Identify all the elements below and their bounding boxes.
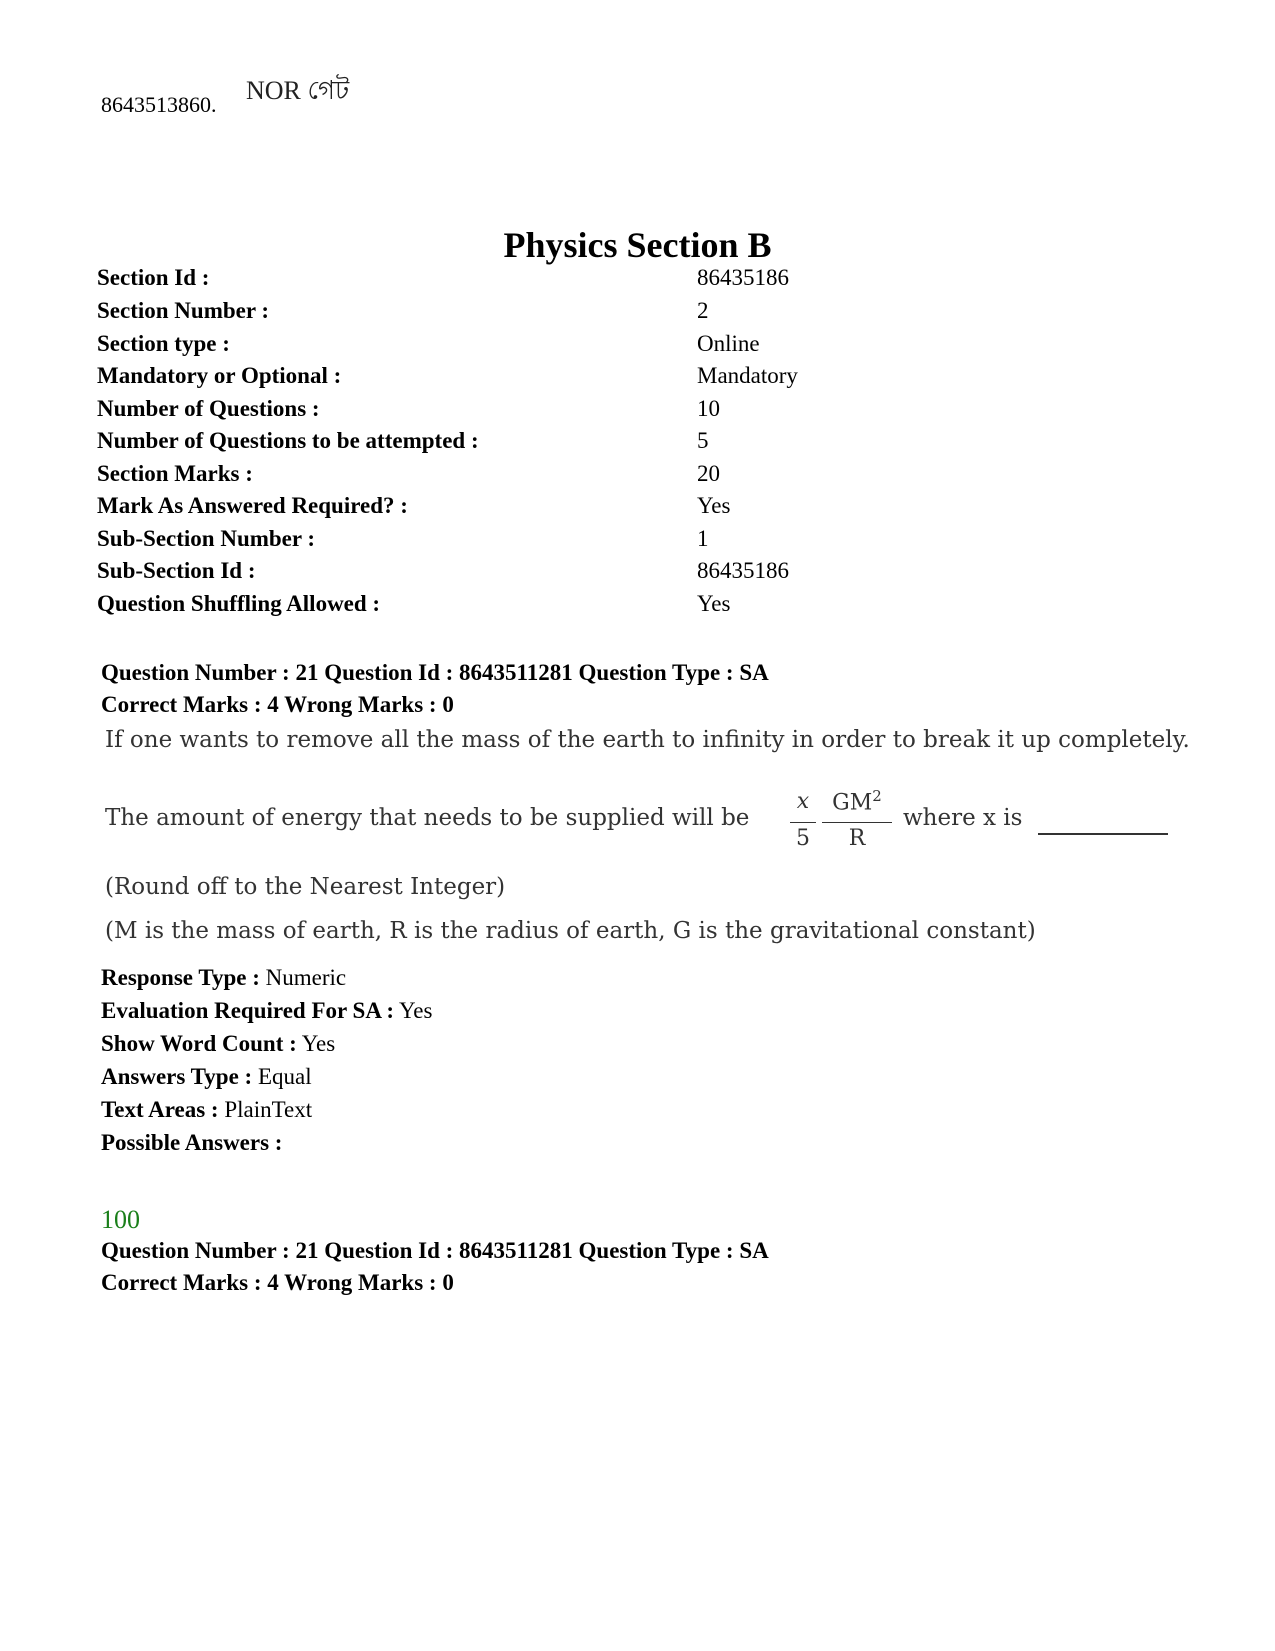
info-value: 2 xyxy=(697,298,709,323)
question-header-line2: Correct Marks : 4 Wrong Marks : 0 xyxy=(101,692,454,717)
meta-label: Response Type : xyxy=(101,965,260,990)
info-value: 1 xyxy=(697,526,709,551)
evaluation-required-row xyxy=(101,998,432,1024)
text-areas-row xyxy=(101,1097,312,1123)
section-info-row xyxy=(97,331,1197,365)
fraction-gm2-numerator xyxy=(822,787,892,815)
info-label: Mandatory or Optional : xyxy=(97,363,342,388)
section-info-row xyxy=(97,461,1197,495)
section-info-row xyxy=(97,493,1197,527)
meta-value: Yes xyxy=(399,998,433,1023)
section-info-row xyxy=(97,298,1197,332)
info-label: Question Shuffling Allowed : xyxy=(97,591,381,616)
section-info-row xyxy=(97,265,1197,299)
next-question-header-line1: Question Number : 21 Question Id : 8643511281 Question Type : SA xyxy=(101,1238,769,1263)
fraction-bar xyxy=(790,822,816,823)
info-label: Section Number : xyxy=(97,298,270,323)
question-header-line1: Question Number : 21 Question Id : 8643511281 Question Type : SA xyxy=(101,660,769,685)
possible-answers-row xyxy=(101,1130,282,1156)
fraction-5-denominator: 5 xyxy=(796,826,810,851)
answer-blank xyxy=(1038,833,1168,835)
info-value: 10 xyxy=(697,396,720,421)
nor-gate-label: NOR গেট xyxy=(246,76,350,105)
section-info-row xyxy=(97,591,1197,625)
page-id-text: 8643513860. xyxy=(101,92,217,117)
info-label: Number of Questions : xyxy=(97,396,320,421)
section-info-row xyxy=(97,526,1197,560)
info-label: Section Marks : xyxy=(97,461,253,486)
info-value: 20 xyxy=(697,461,720,486)
section-info-row xyxy=(97,558,1197,592)
question-text-line2-start: The amount of energy that needs to be supplied will be xyxy=(105,805,750,831)
meta-label: Evaluation Required For SA : xyxy=(101,998,395,1023)
meta-label: Possible Answers : xyxy=(101,1130,283,1155)
meta-value: PlainText xyxy=(224,1097,313,1122)
fraction-r-denominator: R xyxy=(848,826,866,851)
info-value: 86435186 xyxy=(697,558,789,583)
section-info-row xyxy=(97,396,1197,430)
info-label: Section type : xyxy=(97,331,230,356)
info-value: 86435186 xyxy=(697,265,789,290)
fraction-x-numerator: x xyxy=(796,789,810,814)
meta-value: Numeric xyxy=(265,965,347,990)
info-value: Yes xyxy=(697,493,731,518)
possible-answer-value: 100 xyxy=(101,1205,140,1234)
info-label: Sub-Section Number : xyxy=(97,526,316,551)
info-value: Yes xyxy=(697,591,731,616)
info-label: Number of Questions to be attempted : xyxy=(97,428,479,453)
info-label: Section Id : xyxy=(97,265,210,290)
show-word-count-row xyxy=(101,1031,335,1057)
answers-type-row xyxy=(101,1064,312,1090)
section-info-row xyxy=(97,428,1197,462)
fraction-bar xyxy=(822,822,892,823)
meta-value: Equal xyxy=(257,1064,312,1089)
gm-text: GM xyxy=(832,790,873,816)
response-type-row xyxy=(101,965,346,991)
question-text-line1: If one wants to remove all the mass of the earth to infinity in order to break it up completely. xyxy=(105,727,1190,753)
meta-label: Show Word Count : xyxy=(101,1031,297,1056)
question-text-line2-end: where x is xyxy=(903,805,1023,831)
meta-value: Yes xyxy=(301,1031,336,1056)
section-title: Physics Section B xyxy=(503,225,772,265)
meta-label: Answers Type : xyxy=(101,1064,253,1089)
section-info-row xyxy=(97,363,1197,397)
info-label: Mark As Answered Required? : xyxy=(97,493,408,518)
info-value: 5 xyxy=(697,428,709,453)
meta-label: Text Areas : xyxy=(101,1097,219,1122)
question-text-line3: (Round off to the Nearest Integer) xyxy=(105,874,506,900)
exponent-2: 2 xyxy=(872,787,882,805)
info-value: Online xyxy=(697,331,760,356)
info-value: Mandatory xyxy=(697,363,798,388)
info-label: Sub-Section Id : xyxy=(97,558,256,583)
question-text-line4: (M is the mass of earth, R is the radius of earth, G is the gravitational constant) xyxy=(105,918,1036,944)
next-question-header-line2: Correct Marks : 4 Wrong Marks : 0 xyxy=(101,1270,454,1295)
